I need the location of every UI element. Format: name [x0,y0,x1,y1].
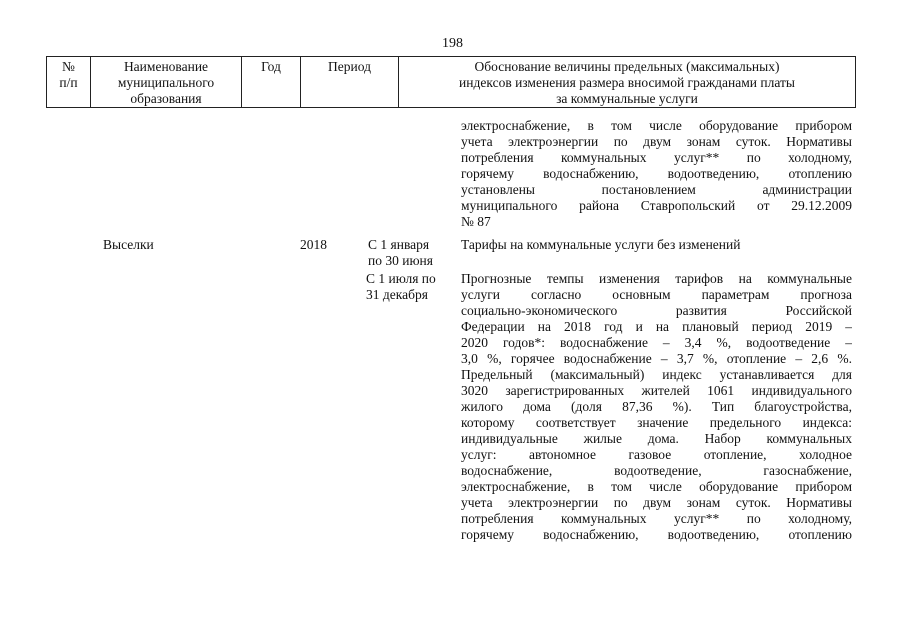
header-period-line: Период [328,59,371,74]
text-line: горячему водоснабжению, водоотведению, отоплению [461,166,852,181]
text-line: социально-экономического развития Российской [461,303,852,318]
basis-second [461,271,852,543]
text-line: учета электроэнергии по двум зонам суток. Нормативы [461,495,852,510]
text-line: муниципального района Ставропольский от 29.12.2009 [461,198,852,213]
period-first [368,237,433,269]
header-year [242,57,301,107]
table-header [46,56,856,108]
text-line: потребления коммунальных услуг** по холодному, [461,511,852,526]
municipality-name: Выселки [103,237,154,252]
period-second [366,271,436,303]
header-municipality [91,57,242,107]
text-line: 2020 годов*: водоснабжение – 3,4 %, водоотведение – [461,335,852,350]
basis-first: Тарифы на коммунальные услуги без изменений [461,237,741,252]
header-municipality-line: образования [130,91,202,106]
text-line: № 87 [461,214,491,229]
text-line: индивидуальные жилые дома. Набор коммунальных [461,431,852,446]
text-line: установлены постановлением администрации [461,182,852,197]
header-number [47,57,91,107]
header-basis-line: за коммунальные услуги [556,91,698,106]
text-line: Предельный (максимальный) индекс устанавливается для [461,367,852,382]
period-line: С 1 июля по [366,271,436,286]
header-basis-line: индексов изменения размера вносимой гражданами платы [459,75,795,90]
header-period [301,57,399,107]
header-number-line: № [62,59,75,74]
period-line: по 30 июня [368,253,433,268]
year-value: 2018 [300,237,327,252]
text-line: электроснабжение, в том числе оборудование прибором [461,118,852,133]
header-basis [399,57,855,107]
text-line: водоснабжение, водоотведение, газоснабжение, [461,463,852,478]
text-line: 3020 зарегистрированных жителей 1061 индивидуального [461,383,852,398]
text-line: Прогнозные темпы изменения тарифов на коммунальные [461,271,852,286]
period-line: 31 декабря [366,287,428,302]
continuation-text [461,118,852,230]
text-line: жилого дома (доля 87,36 %). Тип благоустройства, [461,399,852,414]
text-line: услуг: автономное газовое отопление, холодное [461,447,852,462]
text-line: горячему водоснабжению, водоотведению, отоплению [461,527,852,542]
text-line: которому соответствует значение предельного индекса: [461,415,852,430]
header-municipality-line: муниципального [117,75,215,90]
header-municipality-line: Наименование [123,59,209,74]
period-line: С 1 января [368,237,430,252]
header-basis-line: Обоснование величины предельных (максимальных) [474,59,780,74]
header-year-line: Год [261,59,281,74]
text-line: электроснабжение, в том числе оборудование прибором [461,479,852,494]
page-number: 198 [442,36,463,51]
text-line: 3,0 %, горячее водоснабжение – 3,7 %, отопление – 2,6 %. [461,351,852,366]
text-line: потребления коммунальных услуг** по холодному, [461,150,852,165]
text-line: услуги согласно основным параметрам прогноза [461,287,852,302]
header-number-line: п/п [59,75,78,90]
text-line: Федерации на 2018 год и на плановый период 2019 – [461,319,852,334]
text-line: учета электроэнергии по двум зонам суток. Нормативы [461,134,852,149]
